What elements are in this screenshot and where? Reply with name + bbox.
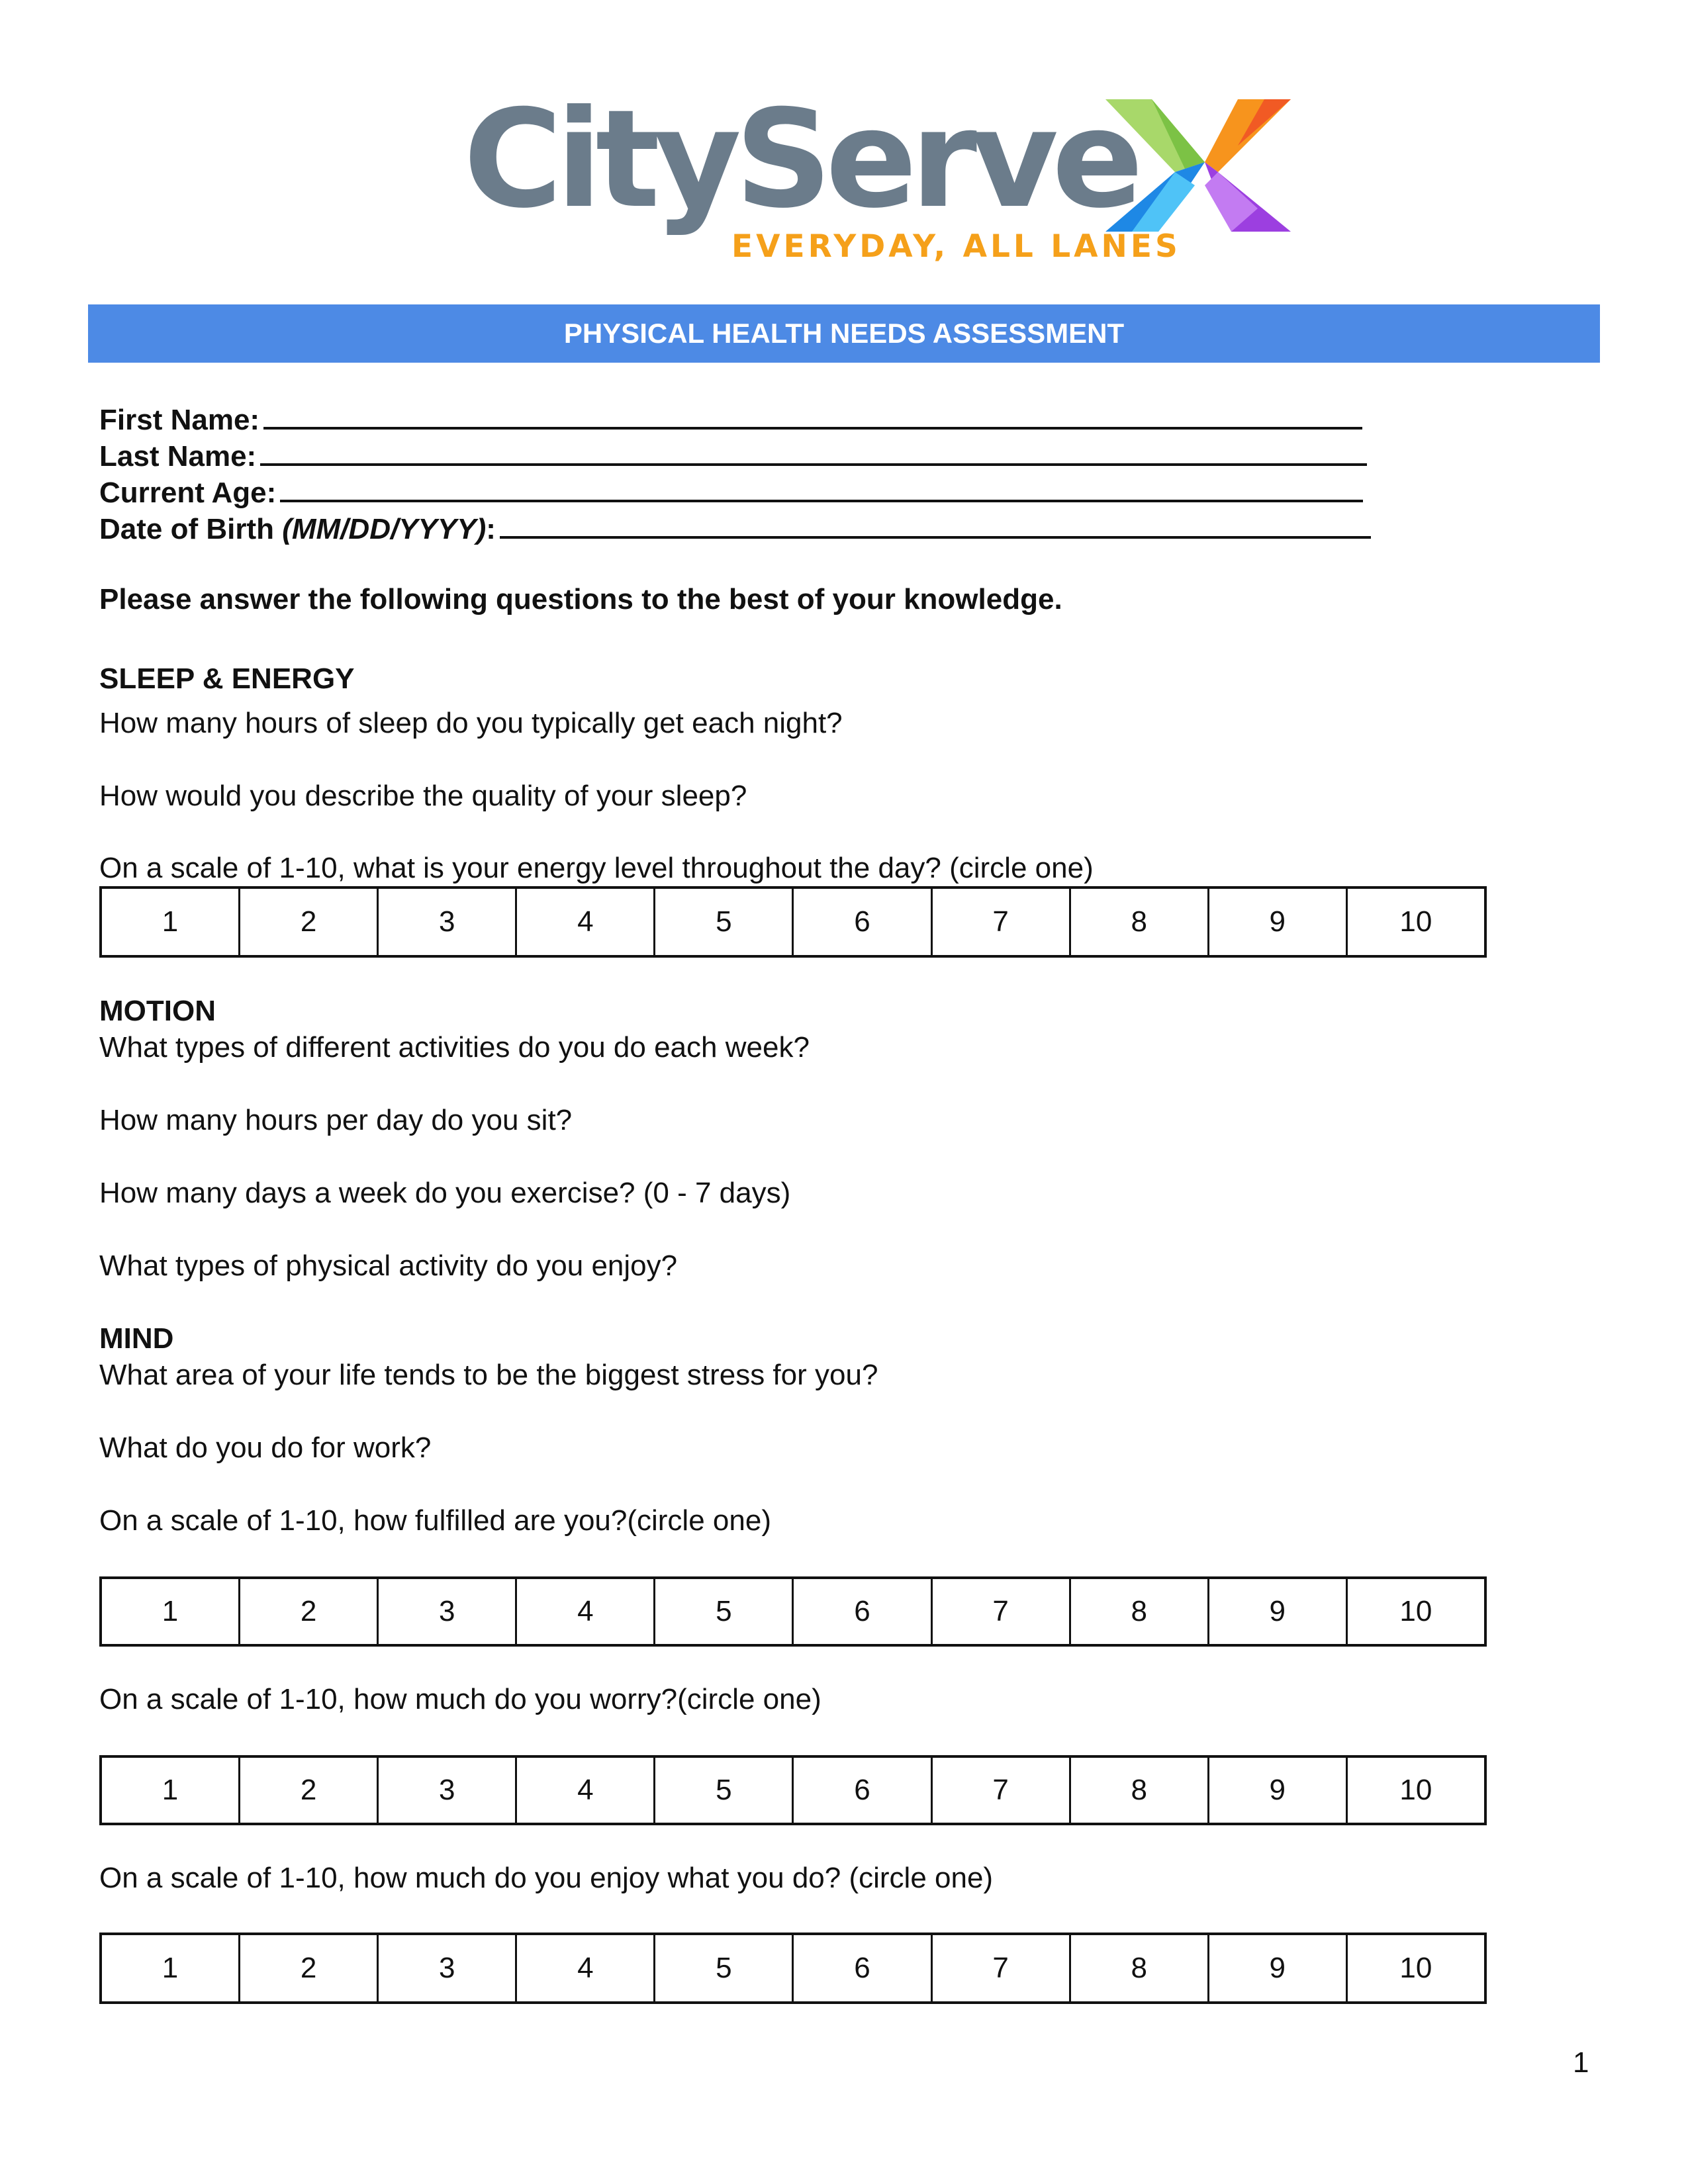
first-name-label: First Name:: [99, 404, 260, 436]
rating-option[interactable]: 2: [240, 1935, 379, 2001]
enjoy-rating-scale: [99, 1933, 1487, 2004]
instructions: Please answer the following questions to the best of your knowledge.: [99, 583, 1062, 615]
rating-option[interactable]: 3: [379, 1579, 517, 1644]
first-name-blank[interactable]: [263, 400, 1362, 430]
rating-option[interactable]: 8: [1071, 1935, 1209, 2001]
rating-option[interactable]: 6: [794, 889, 932, 955]
cityserve-logo: [463, 81, 1231, 271]
rating-option[interactable]: 10: [1399, 1774, 1432, 1806]
section-heading-motion: MOTION: [99, 995, 216, 1027]
rating-option[interactable]: 6: [794, 1935, 932, 2001]
rating-option[interactable]: 5: [655, 1758, 794, 1823]
current-age-blank[interactable]: [280, 473, 1363, 502]
rating-option[interactable]: 10: [1399, 1595, 1432, 1627]
rating-option[interactable]: 3: [379, 889, 517, 955]
last-name-blank[interactable]: [260, 437, 1367, 466]
question-enjoy-work: On a scale of 1-10, how much do you enjoy what you do? (circle one): [99, 1862, 994, 1894]
section-heading-mind: MIND: [99, 1322, 174, 1355]
question-biggest-stress: What area of your life tends to be the biggest stress for you?: [99, 1359, 878, 1391]
question-worry: On a scale of 1-10, how much do you worry?(circle one): [99, 1683, 821, 1715]
rating-option[interactable]: 1: [102, 889, 240, 955]
logo-tagline: EVERYDAY, ALL LANES: [731, 228, 1181, 265]
question-energy-level: On a scale of 1-10, what is your energy level throughout the day? (circle one): [99, 852, 1094, 884]
rating-option[interactable]: 9: [1209, 889, 1348, 955]
worry-rating-scale: [99, 1755, 1487, 1825]
rating-option[interactable]: 7: [933, 1935, 1071, 2001]
rating-option[interactable]: 6: [794, 1579, 932, 1644]
rating-option[interactable]: 4: [517, 1579, 655, 1644]
rating-option[interactable]: 7: [933, 889, 1071, 955]
rating-option[interactable]: 8: [1071, 1758, 1209, 1823]
current-age-field: [99, 473, 1363, 511]
rating-option[interactable]: 7: [933, 1758, 1071, 1823]
banner-title: PHYSICAL HEALTH NEEDS ASSESSMENT: [563, 318, 1125, 349]
rating-option[interactable]: 2: [240, 1579, 379, 1644]
rating-option[interactable]: 4: [517, 889, 655, 955]
rating-option[interactable]: 2: [240, 1758, 379, 1823]
dob-format-label: (MM/DD/YYYY): [282, 513, 487, 545]
rating-option[interactable]: 3: [379, 1758, 517, 1823]
question-enjoyed-activity: What types of physical activity do you enjoy?: [99, 1250, 678, 1282]
question-exercise-days: How many days a week do you exercise? (0 - 7 days): [99, 1177, 791, 1209]
current-age-label: Current Age:: [99, 477, 277, 509]
page-number: 1: [1573, 2046, 1589, 2079]
rating-option[interactable]: 8: [1071, 889, 1209, 955]
rating-option[interactable]: 9: [1209, 1758, 1348, 1823]
rating-option[interactable]: 2: [240, 889, 379, 955]
dob-blank[interactable]: [500, 510, 1371, 539]
fulfilled-rating-scale: [99, 1576, 1487, 1647]
rating-option[interactable]: 10: [1399, 1952, 1432, 1984]
first-name-field: [99, 400, 1362, 438]
question-work: What do you do for work?: [99, 1432, 432, 1464]
logo-wordmark: CityServe: [463, 81, 1137, 238]
dob-label-colon: :: [486, 513, 496, 545]
rating-option[interactable]: 7: [933, 1579, 1071, 1644]
question-activities: What types of different activities do you do each week?: [99, 1031, 810, 1064]
rating-option[interactable]: 1: [102, 1935, 240, 2001]
rating-option[interactable]: 5: [655, 1935, 794, 2001]
rating-option[interactable]: 1: [102, 1758, 240, 1823]
last-name-field: [99, 437, 1367, 475]
rating-option[interactable]: 4: [517, 1935, 655, 2001]
rating-option[interactable]: 5: [655, 1579, 794, 1644]
rating-option[interactable]: 1: [102, 1579, 240, 1644]
title-banner: [88, 304, 1600, 363]
logo-x-mark: [1105, 99, 1291, 232]
rating-option[interactable]: 6: [794, 1758, 932, 1823]
rating-option[interactable]: 8: [1071, 1579, 1209, 1644]
question-fulfilled: On a scale of 1-10, how fulfilled are you?(circle one): [99, 1504, 771, 1537]
section-heading-sleep: SLEEP & ENERGY: [99, 662, 355, 695]
rating-option[interactable]: 9: [1209, 1579, 1348, 1644]
question-sitting-hours: How many hours per day do you sit?: [99, 1104, 573, 1136]
last-name-label: Last Name:: [99, 440, 257, 473]
rating-option[interactable]: 10: [1399, 905, 1432, 938]
rating-option[interactable]: 4: [517, 1758, 655, 1823]
question-sleep-hours: How many hours of sleep do you typically get each night?: [99, 707, 843, 739]
rating-option[interactable]: 3: [379, 1935, 517, 2001]
dob-label: Date of Birth: [99, 513, 283, 545]
question-sleep-quality: How would you describe the quality of your sleep?: [99, 780, 747, 812]
energy-rating-scale: [99, 886, 1487, 958]
date-of-birth-field: [99, 510, 1371, 547]
rating-option[interactable]: 5: [655, 889, 794, 955]
rating-option[interactable]: 9: [1209, 1935, 1348, 2001]
